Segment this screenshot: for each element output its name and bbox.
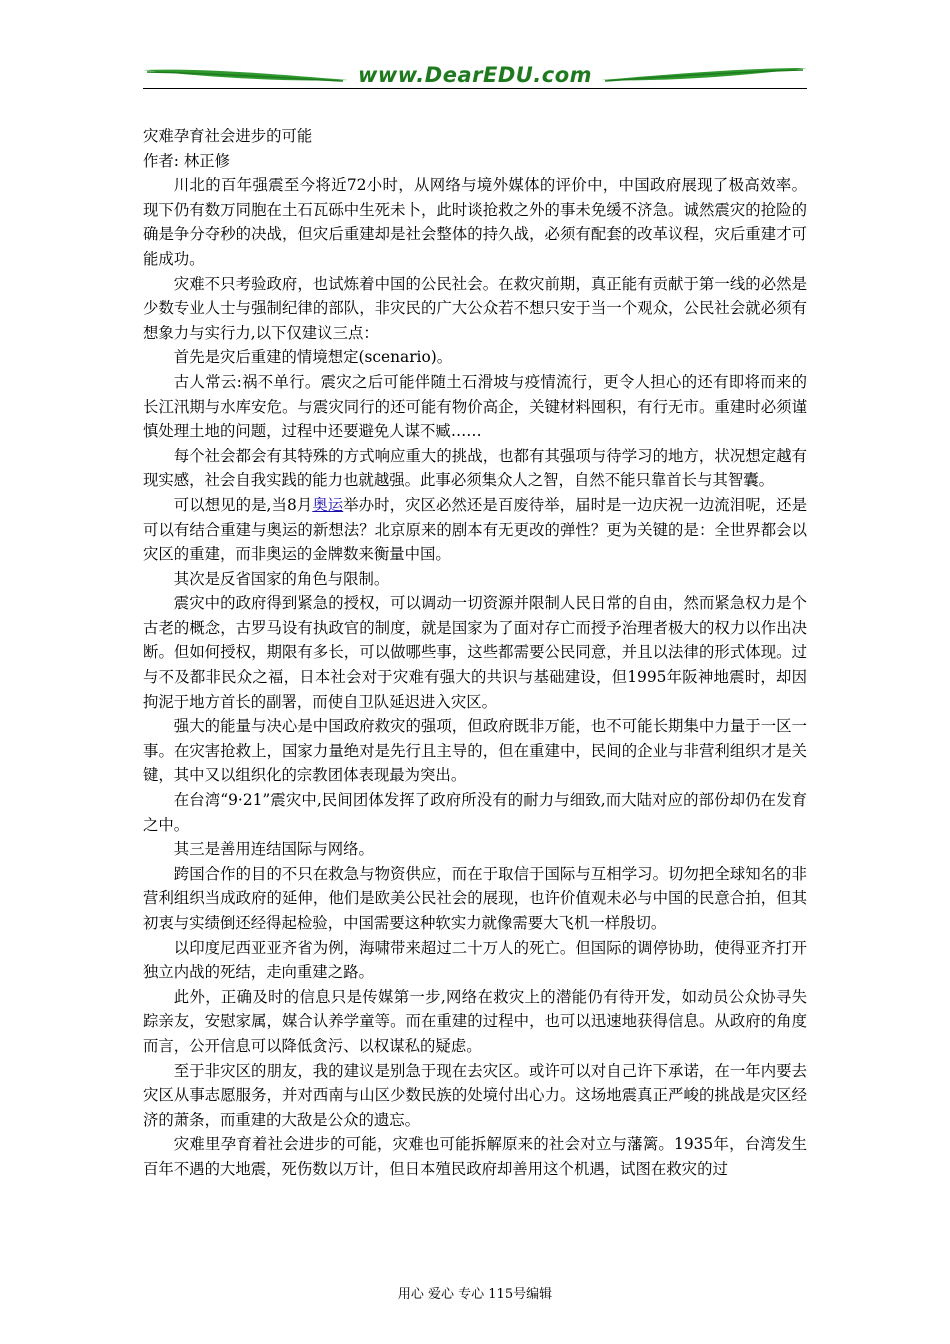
paragraph: 每个社会都会有其特殊的方式响应重大的挑战，也都有其强项与待学习的地方，状况想定越有现实感，社会自我实践的能力也就越强。此事必须集众人之智，自然不能只靠首长与其智囊。	[143, 446, 807, 490]
olympics-link[interactable]: 奥运	[312, 495, 344, 514]
paragraph-text: 可以想见的是,当8月	[173, 495, 313, 514]
paragraph: 此外，正确及时的信息只是传媒第一步,网络在救灾上的潜能仍有待开发，如动员公众协寻失踪亲友，安慰家属，媒合认养学童等。而在重建的过程中，也可以迅速地获得信息。从政府的角度而言，公开信息可以降低贪污、以权谋私的疑虑。	[143, 987, 807, 1055]
site-brand[interactable]: www.DearEDU.com	[357, 63, 593, 87]
paragraph: 至于非灾区的朋友，我的建议是别急于现在去灾区。或许可以对自己许下承诺，在一年内要去灾区从事志愿服务，并对西南与山区少数民族的处境付出心力。这场地震真正严峻的挑战是灾区经济的萧条，而重建的大敌是公众的遗忘。	[143, 1061, 807, 1129]
paragraph: 川北的百年强震至今将近72小时，从网络与境外媒体的评价中，中国政府展现了极高效率。现下仍有数万同胞在土石瓦砾中生死未卜，此时谈抢救之外的事未免缓不济急。诚然震灾的抢险的确是争分夺秒的决战，但灾后重建却是社会整体的持久战，必须有配套的改革议程，灾后重建才可能成功。	[143, 176, 807, 268]
paragraph-text: 举办时，灾区必然还是百废待举，届时是一边庆祝一边流泪呢，还是可以有结合重建与奥运的新想法？北京原来的剧本有无更改的弹性？更为关键的是：全世界都会以灾区的重建，而非奥运的金牌数来衡量中国。	[143, 495, 807, 564]
page-footer: 用心 爱心 专心 115号编辑	[397, 1287, 553, 1302]
paragraph: 在台湾“9·21”震灾中,民间团体发挥了政府所没有的耐力与细致,而大陆对应的部份却仍在发育之中。	[143, 791, 807, 834]
paragraph: 灾难里孕育着社会进步的可能，灾难也可能拆解原来的社会对立与藩篱。1935年，台湾发生百年不遇的大地震，死伤数以万计，但日本殖民政府却善用这个机遇，试图在救灾的过	[143, 1135, 807, 1178]
article-author: 作者: 林正修	[143, 151, 231, 170]
paragraph: 首先是灾后重建的情境想定(scenario)。	[173, 348, 453, 367]
paragraph: 强大的能量与决心是中国政府救灾的强项，但政府既非万能，也不可能长期集中力量于一区一事。在灾害抢救上，国家力量绝对是先行且主导的，但在重建中，民间的企业与非营利组织才是关键，其中又以组织化的宗教团体表现最为突出。	[143, 717, 807, 785]
article-body	[143, 124, 807, 1182]
paragraph: 震灾中的政府得到紧急的授权，可以调动一切资源并限制人民日常的自由，然而紧急权力是个古老的概念，古罗马设有执政官的制度，就是国家为了面对存亡而授予治理者极大的权力以作出决断。但如何授权，期限有多长，可以做哪些事，这些都需要公民同意，并且以法律的形式体现。过与不及都非民众之福，日本社会对于灾难有强大的共识与基础建设，但1995年阪神地震时，却因拘泥于地方首长的副署，而使自卫队延迟进入灾区。	[143, 594, 807, 711]
paragraph: 其次是反省国家的角色与限制。	[173, 569, 390, 588]
paragraph: 其三是善用连结国际与网络。	[173, 840, 374, 859]
paragraph: 古人常云:祸不单行。震灾之后可能伴随土石滑坡与疫情流行，更令人担心的还有即将而来的长江汛期与水库安危。与震灾同行的还可能有物价高企，关键材料囤积，有行无市。重建时必须谨慎处理土地的问题，过程中还要避免人谋不臧……	[143, 372, 807, 441]
article-title: 灾难孕育社会进步的可能	[143, 127, 313, 145]
paragraph	[143, 493, 807, 567]
page-header	[143, 58, 807, 92]
paragraph: 跨国合作的目的不只在救急与物资供应，而在于取信于国际与互相学习。切勿把全球知名的非营利组织当成政府的延伸，他们是欧美公民社会的展现，也许价值观未必与中国的民意合拍，但其初衷与实绩倒还经得起检验，中国需要这种软实力就像需要大飞机一样殷切。	[143, 864, 807, 932]
paragraph: 以印度尼西亚亚齐省为例，海啸带来超过二十万人的死亡。但国际的调停协助，使得亚齐打开独立内战的死结，走向重建之路。	[143, 938, 807, 982]
paragraph: 灾难不只考验政府，也试炼着中国的公民社会。在救灾前期，真正能有贡献于第一线的必然是少数专业人士与强制纪律的部队，非灾民的广大公众若不想只安于当一个观众，公民社会就必须有想象力与实行力,以下仅建议三点：	[143, 274, 807, 342]
header-divider	[143, 88, 807, 89]
